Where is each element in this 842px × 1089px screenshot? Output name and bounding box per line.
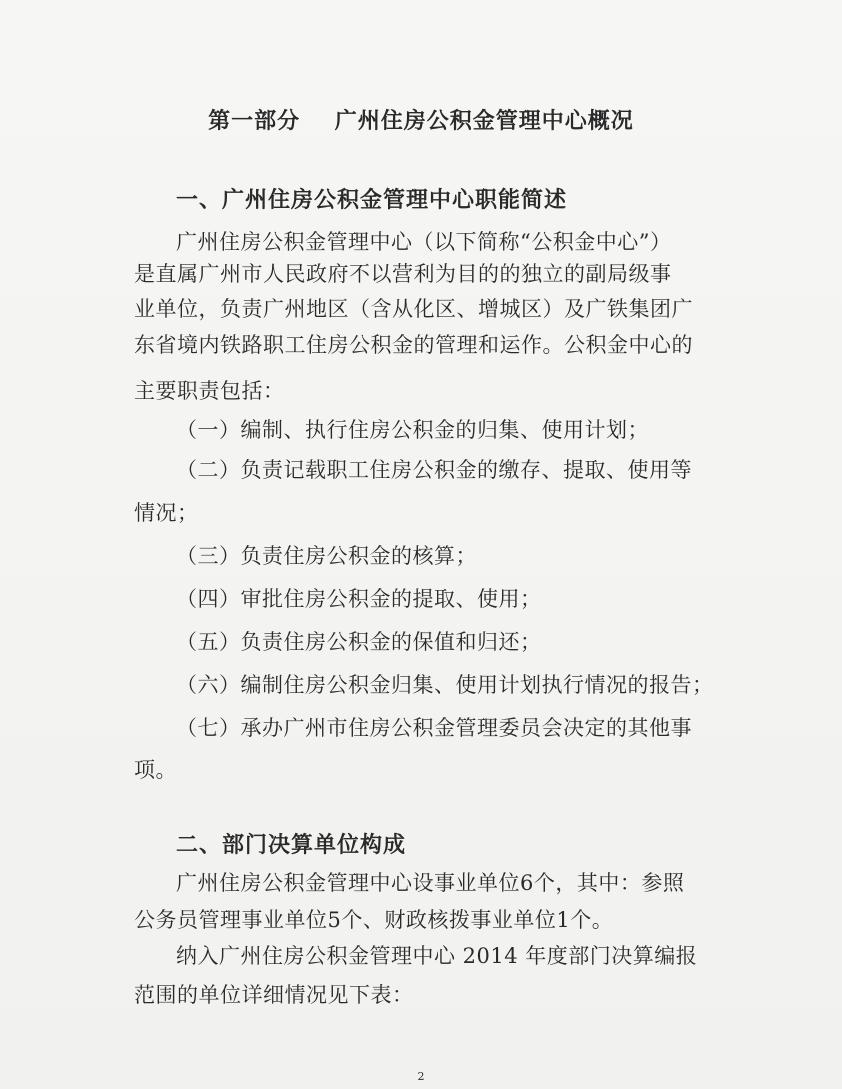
paragraph-line: 业单位，负责广州地区（含从化区、增城区）及广铁集团广 (134, 297, 693, 321)
duty-item-7: （七）承办广州市住房公积金管理委员会决定的其他事 (176, 716, 692, 740)
page-number: 2 (417, 1070, 425, 1083)
page-title: 第一部分 广州住房公积金管理中心概况 (208, 108, 634, 134)
section-heading-units: 二、部门决算单位构成 (176, 832, 407, 858)
paragraph-line: 主要职责包括： (134, 379, 285, 403)
paragraph-line: 东省境内铁路职工住房公积金的管理和运作。公积金中心的 (134, 333, 693, 357)
paragraph-line: 是直属广州市人民政府不以营利为目的的独立的副局级事 (134, 262, 672, 286)
duty-item-3: （三）负责住房公积金的核算； (176, 544, 477, 568)
duty-item-6: （六）编制住房公积金归集、使用计划执行情况的报告； (176, 673, 714, 697)
scope-paragraph-line: 范围的单位详细情况见下表： (134, 983, 414, 1007)
duty-item-2: （二）负责记载职工住房公积金的缴存、提取、使用等 (176, 458, 692, 482)
duty-item-5: （五）负责住房公积金的保值和归还； (176, 630, 542, 654)
duty-item-1: （一）编制、执行住房公积金的归集、使用计划； (176, 418, 649, 442)
paragraph-line: 广州住房公积金管理中心（以下简称“公积金中心”） (176, 230, 672, 254)
units-paragraph-line: 广州住房公积金管理中心设事业单位6个，其中：参照 (176, 871, 685, 895)
duty-item-7-continued: 项。 (134, 758, 177, 782)
units-paragraph-line: 公务员管理事业单位5个、财政核拨事业单位1个。 (134, 908, 614, 932)
duty-item-2-continued: 情况； (134, 501, 199, 525)
scope-paragraph-line: 纳入广州住房公积金管理中心 2014 年度部门决算编报 (176, 944, 698, 968)
duty-item-4: （四）审批住房公积金的提取、使用； (176, 587, 542, 611)
section-heading-functions: 一、广州住房公积金管理中心职能简述 (176, 187, 568, 213)
